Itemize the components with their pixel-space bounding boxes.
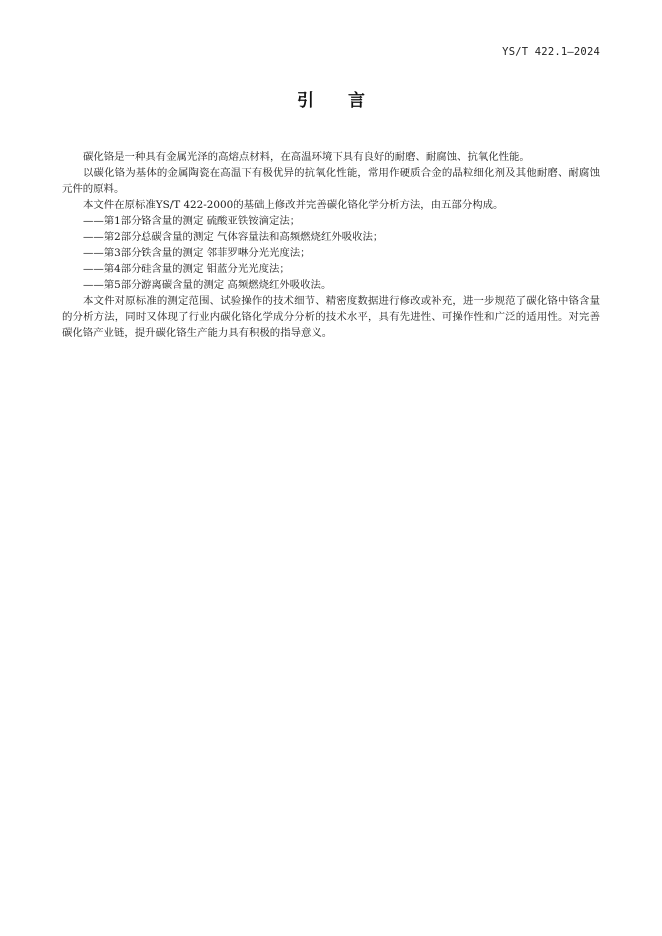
list-item-part-5 xyxy=(62,277,600,293)
part-description: 总碳含量的测定 气体容量法和高频燃烧红外吸收法； xyxy=(141,231,384,243)
part-description: 铁含量的测定 邻菲罗啉分光光度法； xyxy=(141,247,311,259)
list-item-part-2 xyxy=(62,229,600,245)
part-label: ——第4部分： xyxy=(83,263,152,275)
page-title: 引 言 xyxy=(297,91,379,111)
part-description: 铬含量的测定 硫酸亚铁铵滴定法； xyxy=(141,215,301,227)
list-item-part-3 xyxy=(62,245,600,261)
part-label: ——第2部分： xyxy=(83,231,152,243)
paragraph-intro-3: 本文件在原标准YS/T 422-2000的基础上修改并完善碳化铬化学分析方法，由五部分构成。 xyxy=(83,199,504,211)
list-item-part-1 xyxy=(62,213,600,229)
part-description: 游离碳含量的测定 高频燃烧红外吸收法。 xyxy=(141,279,332,291)
paragraph-intro-1: 碳化铬是一种具有金属光泽的高熔点材料，在高温环境下具有良好的耐磨、耐腐蚀、抗氧化性能。 xyxy=(83,151,530,163)
part-label: ——第5部分： xyxy=(83,279,152,291)
part-label: ——第3部分： xyxy=(83,247,152,259)
paragraph-intro-2: 以碳化铬为基体的金属陶瓷在高温下有极优异的抗氧化性能，常用作硬质合金的晶粒细化剂及其他耐磨、耐腐蚀元件的原料。 xyxy=(62,167,600,195)
part-description: 硅含量的测定 钼蓝分光光度法； xyxy=(141,263,290,275)
document-body xyxy=(62,149,600,341)
part-label: ——第1部分： xyxy=(83,215,152,227)
paragraph-intro-4: 本文件对原标准的测定范围、试验操作的技术细节、精密度数据进行修改或补充，进一步规范了碳化铬中铬含量的分析方法，同时又体现了行业内碳化铬化学成分分析的技术水平，具有先进性、可操作性和广泛的适用性。对完善碳化铬产业链，提升碳化铬生产能力具有积极的指导意义。 xyxy=(62,295,600,339)
standard-code: YS/T 422.1—2024 xyxy=(502,46,600,58)
list-item-part-4 xyxy=(62,261,600,277)
